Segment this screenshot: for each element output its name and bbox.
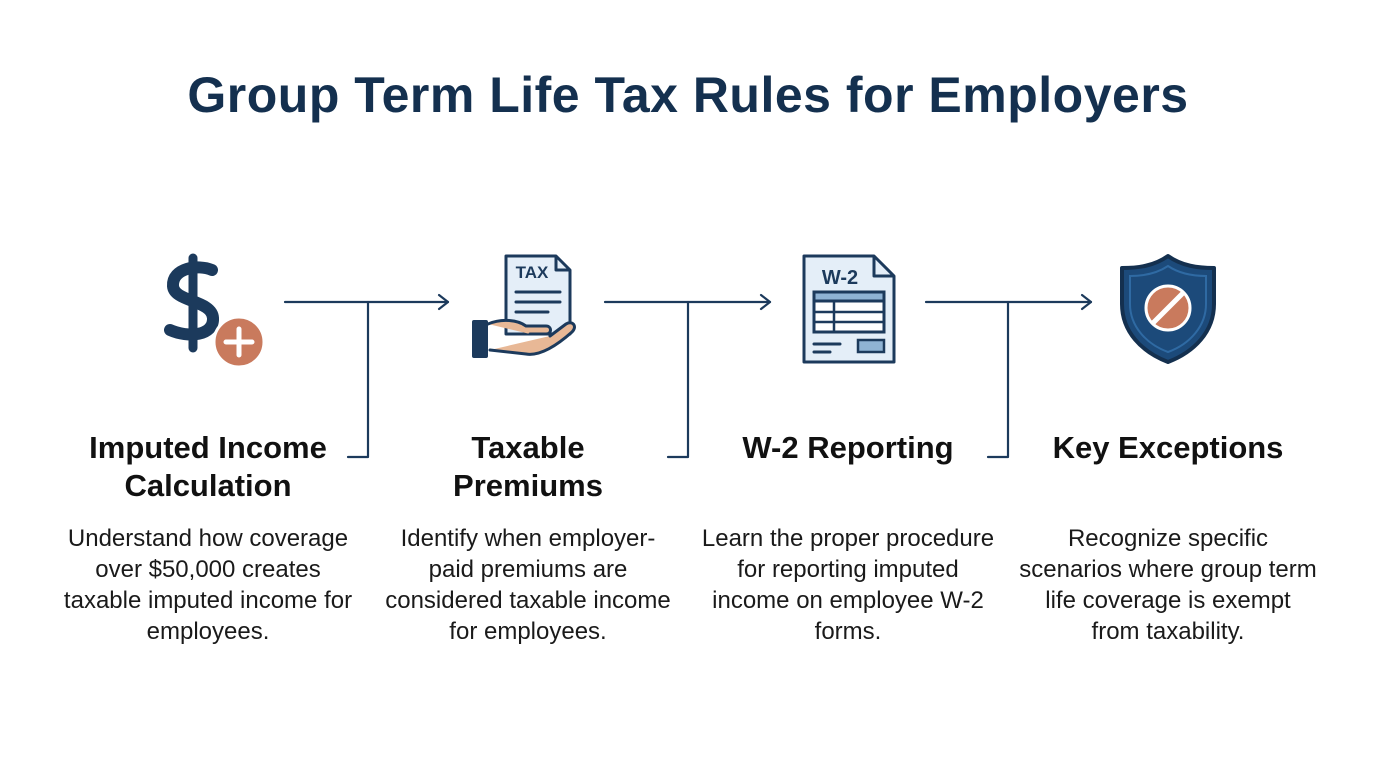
dollar-plus-icon: [158, 252, 270, 370]
step-title-key-exceptions: Key Exceptions: [1052, 430, 1284, 465]
step-description-w2-reporting: Learn the proper procedure for reporting imputed income on employee W-2 forms.: [701, 525, 995, 645]
hand-tax-document-icon: [468, 252, 588, 368]
step-description-key-exceptions: Recognize specific scenarios where group term life coverage is exempt from taxability.: [1019, 525, 1317, 645]
step-description-imputed-income: Understand how coverage over $50,000 creates taxable imputed income for employees.: [63, 525, 353, 645]
step-description-taxable-premiums: Identify when employer-paid premiums are considered taxable income for employees.: [385, 525, 671, 645]
page-title: Group Term Life Tax Rules for Employers: [187, 67, 1189, 123]
w2-form-label: W-2: [821, 267, 859, 289]
step-title-w2-reporting: W-2 Reporting: [742, 430, 954, 465]
step-title-imputed-income: Imputed Income Calculation: [89, 430, 327, 503]
step-title-taxable-premiums: Taxable Premiums: [453, 430, 603, 503]
w2-form-icon: [800, 252, 900, 366]
shield-prohibited-icon: [1118, 252, 1218, 366]
tax-document-label: TAX: [515, 263, 549, 282]
